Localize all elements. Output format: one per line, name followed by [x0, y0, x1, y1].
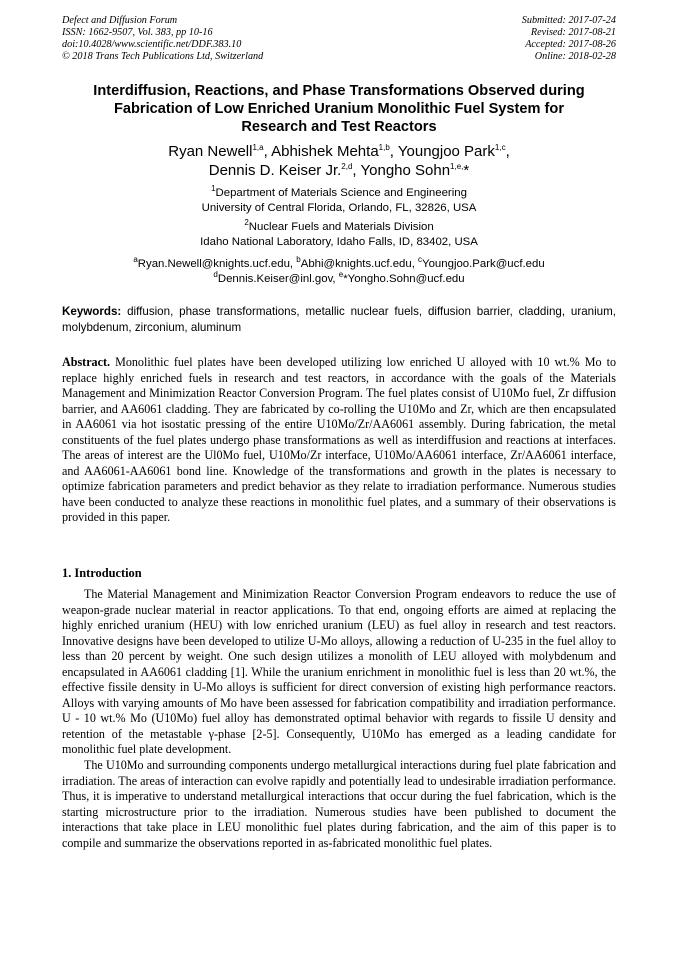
title-line: Research and Test Reactors	[241, 119, 437, 135]
doi-line: doi:10.4028/www.scientific.net/DDF.383.10	[62, 39, 242, 50]
section-heading: 1. Introduction	[62, 566, 142, 580]
affiliation-address: Idaho National Laboratory, Idaho Falls, ID, 83402, USA	[200, 236, 478, 248]
author-name: Dennis D. Keiser Jr.	[208, 162, 342, 179]
submitted-date: Submitted: 2017-07-24	[521, 15, 616, 26]
abstract-section	[62, 355, 616, 526]
keywords-section	[62, 304, 616, 336]
keywords-label: Keywords:	[62, 305, 122, 318]
paragraph: The Material Management and Minimization Reactor Conversion Program endeavors to reduce the use of weapon-grade nuclear material in reactor applications. To that end, ongoing efforts are aimed at replacing the highly enriched uranium (HEU) with low enriched uranium (LEU) as fuel alloy in research and test reactors. Innovative designs have been developed to utilize U-Mo alloys, allowing a reduction of U-235 in the fuel alloy to less than 20 percent by weight. One such design utilizes a monolith of LEU alloyed with molybdenum and encapsulated in AA6061 cladding [1]. While the uranium enrichment in monolithic fuel is less than 20 wt.%, the effective fissile density in U-Mo alloys is sufficient for direct conversion of existing high performance reactors. Alloys with varying amounts of Mo have been assessed for fabrication compatibility and irradiation performance. U - 10 wt.% Mo (U10Mo) fuel alloy has demonstrated optimal behavior with regards to fissile U density and retention of the metastable γ-phase [2-5]. Consequently, U10Mo has emerged as a leading candidate for monolithic fuel plate development.	[62, 587, 616, 757]
abstract-label: Abstract.	[62, 355, 111, 369]
author-line: Dennis D. Keiser Jr.$^{2,d}$, Yongho Sohn$^{1,e,}$*	[208, 162, 470, 179]
publication-dates	[522, 15, 616, 63]
author-superscript: 1,a	[252, 143, 264, 152]
author-superscript: 1,b	[378, 143, 390, 152]
affiliation-department: Department of Materials Science and Engineering	[215, 187, 467, 199]
affiliation-address: University of Central Florida, Orlando, FL, 32826, USA	[201, 202, 477, 214]
paragraph: The U10Mo and surrounding components undergo metallurgical interactions during fuel plate fabrication and irradiation. The areas of interaction can evolve rapidly and potentially lead to undesirable irradiation performance. Thus, it is imperative to understand metallurgical interactions that occur during the fuel fabrication, which is the starting microstructure prior to the irradiation. Numerous studies have been published to document the interactions that take place in LEU monolithic fuel plates during fabrication, and the aim of this paper is to compile and summarize the observations reported in as-fabricated monolithic fuel plates.	[62, 758, 616, 850]
abstract-text: Monolithic fuel plates have been developed utilizing low enriched U alloyed with 10 wt.% Mo to replace highly enriched fuels in research and test reactors, in accordance with the goals of the Materials Management and Minimization Reactor Conversion Program. The fuel plates consist of U10Mo fuel, Zr diffusion barrier, and AA6061 cladding. They are fabricated by co-rolling the U10Mo and Zr, which are then encapsulated in AA6061 via hot isostatic pressing of the entire U10Mo/Zr/AA6061 assembly. During fabrication, the metal constituents of the fuel plates undergo phase transformations as well as interdiffusion and reactions at interfaces. The areas of interest are the Ul0Mo fuel, U10Mo/Zr interface, U10Mo/AA6061 interface, Zr/AA6061 interface, and AA6061-AA6061 bond line. Knowledge of the transformations and growth in the plates is necessary to optimize fabrication parameters and predict behavior as they relate to irradiation performance. Numerous studies have been conducted to analyze these reactions in monolithic fuel plates, and a summary of their observations is provided in this paper.	[62, 355, 616, 524]
author-superscript: 1,c	[494, 143, 506, 152]
online-date: Online: 2018-02-28	[534, 51, 616, 62]
affiliation-department: Nuclear Fuels and Materials Division	[248, 221, 434, 233]
author-line: Ryan Newell$^{1,a}$, Abhishek Mehta$^{1,b}$, Youngjoo Park$^{1,c}$,	[168, 143, 510, 160]
accepted-date: Accepted: 2017-08-26	[525, 39, 616, 50]
author-name: Abhishek Mehta	[271, 143, 379, 160]
author-name: Yongho Sohn	[360, 162, 451, 179]
email-link[interactable]: Youngjoo.Park@ucf.edu	[422, 258, 545, 270]
author-superscript: 2,d	[341, 162, 353, 171]
publication-info	[62, 15, 263, 63]
email-link[interactable]: Abhi@knights.ucf.edu,	[300, 258, 415, 270]
keywords-text: diffusion, phase transformations, metallic nuclear fuels, diffusion barrier, cladding, uranium, molybdenum, zirconium, aluminum	[62, 305, 616, 334]
email-link[interactable]: *Yongho.Sohn@ucf.edu	[343, 273, 465, 285]
author-name: Youngjoo Park	[397, 143, 495, 160]
affiliation-2	[60, 220, 618, 250]
author-emails: $^a$Ryan.Newell@knights.ucf.edu, $^b$Abhi@knights.ucf.edu, $^c$Youngjoo.Park@ucf.edu $^d$Dennis.Keiser@inl.gov, $^e$*Yongho.Sohn@ucf.edu	[133, 255, 545, 285]
author-superscript: 1,e,	[450, 162, 464, 171]
affiliation-number: 2	[244, 218, 249, 228]
copyright-line: © 2018 Trans Tech Publications Ltd, Switzerland	[62, 51, 264, 62]
author-name: Ryan Newell	[168, 143, 253, 160]
affiliation-1	[60, 186, 618, 216]
paper-title	[60, 82, 618, 136]
issn-line: ISSN: 1662-9507, Vol. 383, pp 10-16	[62, 27, 213, 38]
revised-date: Revised: 2017-08-21	[530, 27, 616, 38]
affiliation-number: 1	[211, 184, 216, 194]
introduction-body	[62, 587, 616, 851]
author-list	[60, 142, 618, 180]
title-line: Interdiffusion, Reactions, and Phase Transformations Observed during	[93, 83, 585, 99]
email-link[interactable]: Dennis.Keiser@inl.gov,	[217, 273, 336, 285]
corresponding-author-mark: *	[463, 162, 470, 179]
email-link[interactable]: Ryan.Newell@knights.ucf.edu,	[137, 258, 294, 270]
journal-name: Defect and Diffusion Forum	[62, 15, 178, 26]
title-line: Fabrication of Low Enriched Uranium Monolithic Fuel System for	[113, 101, 564, 117]
